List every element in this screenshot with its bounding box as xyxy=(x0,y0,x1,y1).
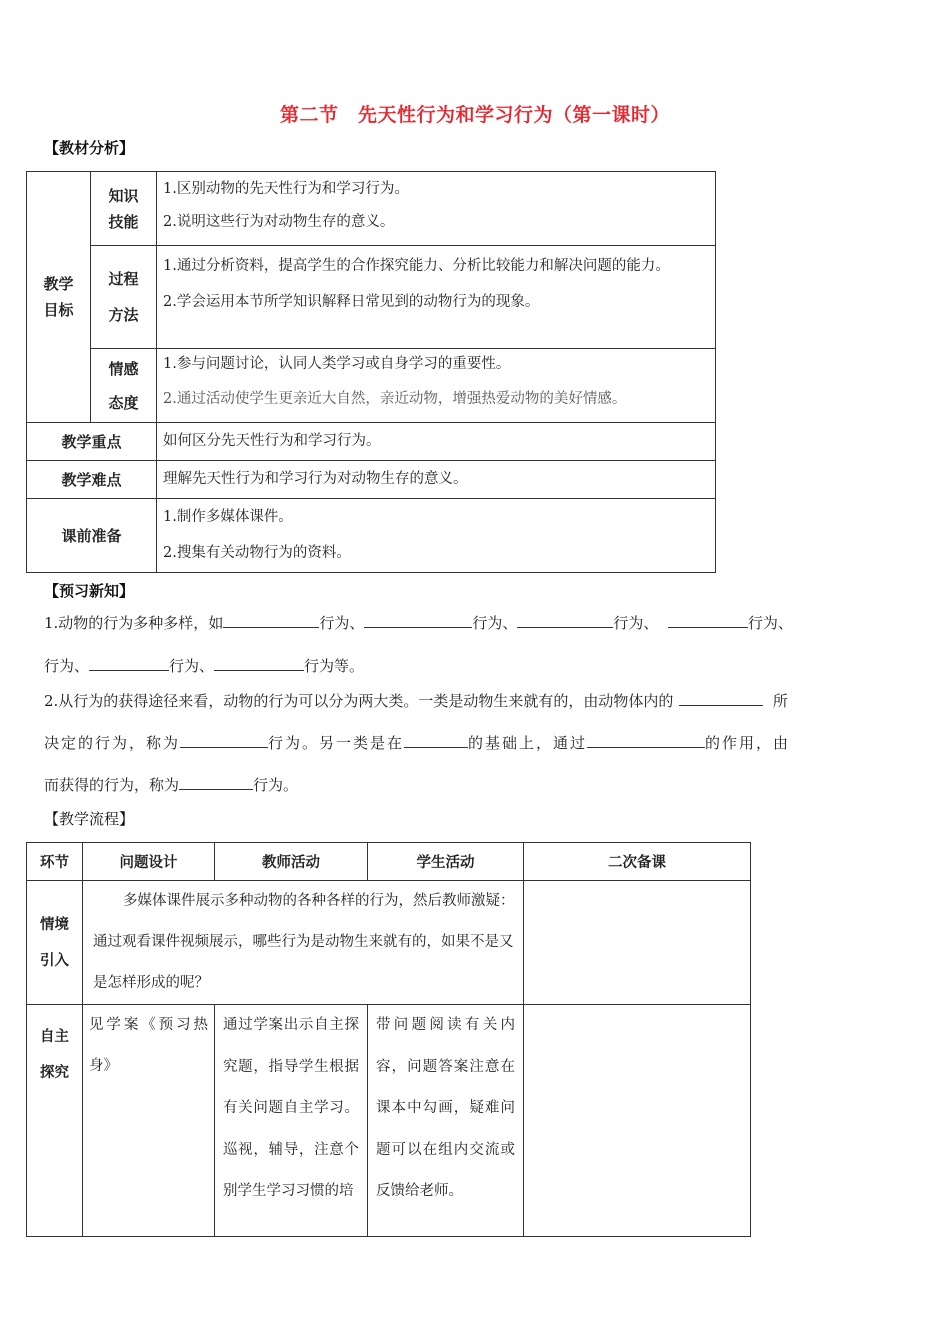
goal-label: 教学目标 xyxy=(27,172,91,423)
row1-stage: 情境引入 xyxy=(27,881,83,1005)
blank xyxy=(668,612,748,628)
preview-q2: 2.从行为的获得途径来看，动物的行为可以分为两大类。一类是动物生来就有的，由动物体内的 所 决定的行为，称为 行为。另一类是在 的基础上，通过 的作用，由 而获得的行为，称为 行为。 xyxy=(44,692,791,794)
blank xyxy=(180,732,268,748)
blank xyxy=(364,612,472,628)
row2-notes xyxy=(524,1005,751,1237)
difficult-text: 理解先天性行为和学习行为对动物生存的意义。 xyxy=(157,461,716,499)
header-notes: 二次备课 xyxy=(524,843,751,881)
q1-text: 1.动物的行为多种多样，如 xyxy=(44,614,224,632)
header-teacher: 教师活动 xyxy=(215,843,368,881)
row2-student: 带问题阅读有关内容，问题答案注意在课本中勾画，疑难问题可以在组内交流或反馈给老师。 xyxy=(368,1005,524,1237)
row2-stage: 自主探究 xyxy=(27,1005,83,1237)
section-heading-preview: 【预习新知】 xyxy=(44,582,135,600)
key-label: 教学重点 xyxy=(27,423,157,461)
difficult-label: 教学难点 xyxy=(27,461,157,499)
row2-question: 见学案《预习热身》 xyxy=(83,1005,215,1237)
preview-q1: 1.动物的行为多种多样，如 行为、 行为、 行为、 行为、 行为、 行为、 行为等。 xyxy=(44,614,793,675)
section-heading-analysis: 【教材分析】 xyxy=(44,139,135,157)
blank xyxy=(223,612,319,628)
header-student: 学生活动 xyxy=(368,843,524,881)
knowledge-label: 知识技能 xyxy=(91,172,157,246)
key-text: 如何区分先天性行为和学习行为。 xyxy=(157,423,716,461)
blank xyxy=(214,655,304,671)
blank xyxy=(679,690,763,706)
section-heading-flow: 【教学流程】 xyxy=(44,810,135,828)
knowledge-cell: 1.区别动物的先天性行为和学习行为。 2.说明这些行为对动物生存的意义。 xyxy=(157,172,716,246)
emotion-cell: 1.参与问题讨论，认同人类学习或自身学习的重要性。 2.通过活动使学生更亲近大自然，亲近动物，增强热爱动物的美好情感。 xyxy=(157,349,716,423)
header-stage: 环节 xyxy=(27,843,83,881)
blank xyxy=(404,732,468,748)
page-title: 第二节 先天性行为和学习行为（第一课时） xyxy=(279,104,670,126)
analysis-table xyxy=(26,171,716,573)
prep-label: 课前准备 xyxy=(27,499,157,573)
emotion-label: 情感态度 xyxy=(91,349,157,423)
prep-cell: 1.制作多媒体课件。 2.搜集有关动物行为的资料。 xyxy=(157,499,716,573)
row2-teacher: 通过学案出示自主探究题，指导学生根据有关问题自主学习。巡视，辅导，注意个别学生学习习惯的培 xyxy=(215,1005,368,1237)
blank xyxy=(587,732,705,748)
header-question: 问题设计 xyxy=(83,843,215,881)
blank xyxy=(179,774,253,790)
flow-table xyxy=(26,842,751,1237)
row1-notes xyxy=(524,881,751,1005)
process-label: 过程方法 xyxy=(91,246,157,349)
blank xyxy=(89,655,169,671)
row1-text: 多媒体课件展示多种动物的各种各样的行为，然后教师激疑：通过观看课件视频展示，哪些行为是动物生来就有的，如果不是又是怎样形成的呢？ xyxy=(83,881,524,1005)
process-cell: 1.通过分析资料，提高学生的合作探究能力、分析比较能力和解决问题的能力。 2.学会运用本节所学知识解释日常见到的动物行为的现象。 xyxy=(157,246,716,349)
blank xyxy=(517,612,613,628)
